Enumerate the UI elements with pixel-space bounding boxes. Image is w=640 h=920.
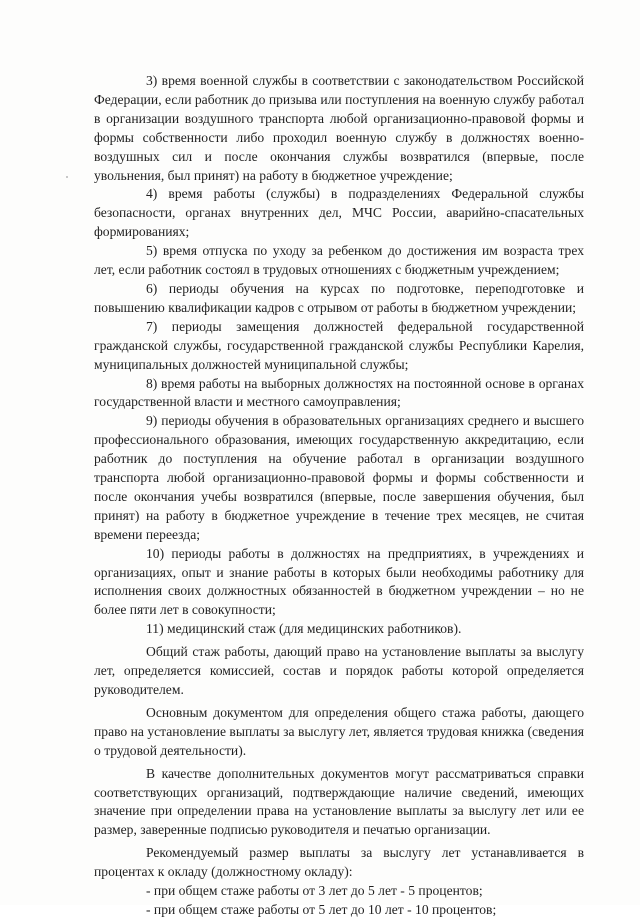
paragraph-item-9: 9) периоды обучения в образовательных организациях среднего и высшего профессионального образования, имеющих государственную аккредитацию, если работник до поступления на обучение работал в организации воздушного транспорта любой организационно-правовой формы и формы собственности и после окончания учебы возвратился (впервые, после завершения обучения, был принят) на работу в бюджетное учреждение в течение трех месяцев, не считая времени переезда; <box>94 413 584 542</box>
paragraph-recommended-size: Рекомендуемый размер выплаты за выслугу лет устанавливается в процентах к окладу (должностному окладу): <box>94 845 584 880</box>
scan-speck <box>66 176 68 178</box>
paragraph-item-6: 6) периоды обучения на курсах по подготовке, переподготовке и повышению квалификации кадров с отрывом от работы в бюджетном учреждении; <box>94 280 584 315</box>
paragraph-item-3: 3) время военной службы в соответствии с законодательством Российской Федерации, если работник до призыва или поступления на военную службу работал в организации воздушного транспорта любой организационно-правовой формы и формы собственности либо проходил военную службу в должностях военно-воздушных сил и после окончания службы возвратился (впервые, после увольнения, был принят) на работу в бюджетное учреждение; <box>94 73 584 183</box>
paragraph-commission: Общий стаж работы, дающий право на установление выплаты за выслугу лет, определяется комиссией, состав и порядок работы которой определяется руководителем. <box>94 644 584 697</box>
paragraph-item-4: 4) время работы (службы) в подразделениях Федеральной службы безопасности, органах внутренних дел, МЧС России, аварийно-спасательных формированиях; <box>94 186 584 240</box>
paragraph-item-10: 10) периоды работы в должностях на предприятиях, в учреждениях и организациях, опыт и знание работы в которых были необходимы работнику для исполнения своих должностных обязанностей в бюджетном учреждении – но не более пяти лет в совокупности; <box>94 545 584 618</box>
paragraph-additional-documents: В качестве дополнительных документов могут рассматриваться справки соответствующих организаций, подтверждающие наличие сведений, имеющих значение при определении права на установление выплаты за выслугу лет или ее размер, заверенные подписью руководителя и печатью организации. <box>94 765 584 838</box>
paragraph-item-11: 11) медицинский стаж (для медицинских работников). <box>146 621 462 637</box>
list-item-rate-3-5: - при общем стаже работы от 3 лет до 5 лет - 5 процентов; <box>146 883 483 899</box>
paragraph-item-7: 7) периоды замещения должностей федеральной государственной гражданской службы, государственной гражданской службы Республики Карелия, муниципальных должностей муниципальной службы; <box>94 318 584 372</box>
paragraph-item-5: 5) время отпуска по уходу за ребенком до достижения им возраста трех лет, если работник состоял в трудовых отношениях с бюджетным учреждением; <box>94 243 584 278</box>
paragraph-main-document: Основным документом для определения общего стажа работы, дающего право на установление выплаты за выслугу лет, является трудовая книжка (сведения о трудовой деятельности). <box>94 704 584 758</box>
document-body <box>94 72 584 920</box>
list-item-rate-5-10: - при общем стаже работы от 5 лет до 10 лет - 10 процентов; <box>146 901 497 917</box>
paragraph-item-8: 8) время работы на выборных должностях на постоянной основе в органах государственной власти и местного самоуправления; <box>94 375 584 410</box>
